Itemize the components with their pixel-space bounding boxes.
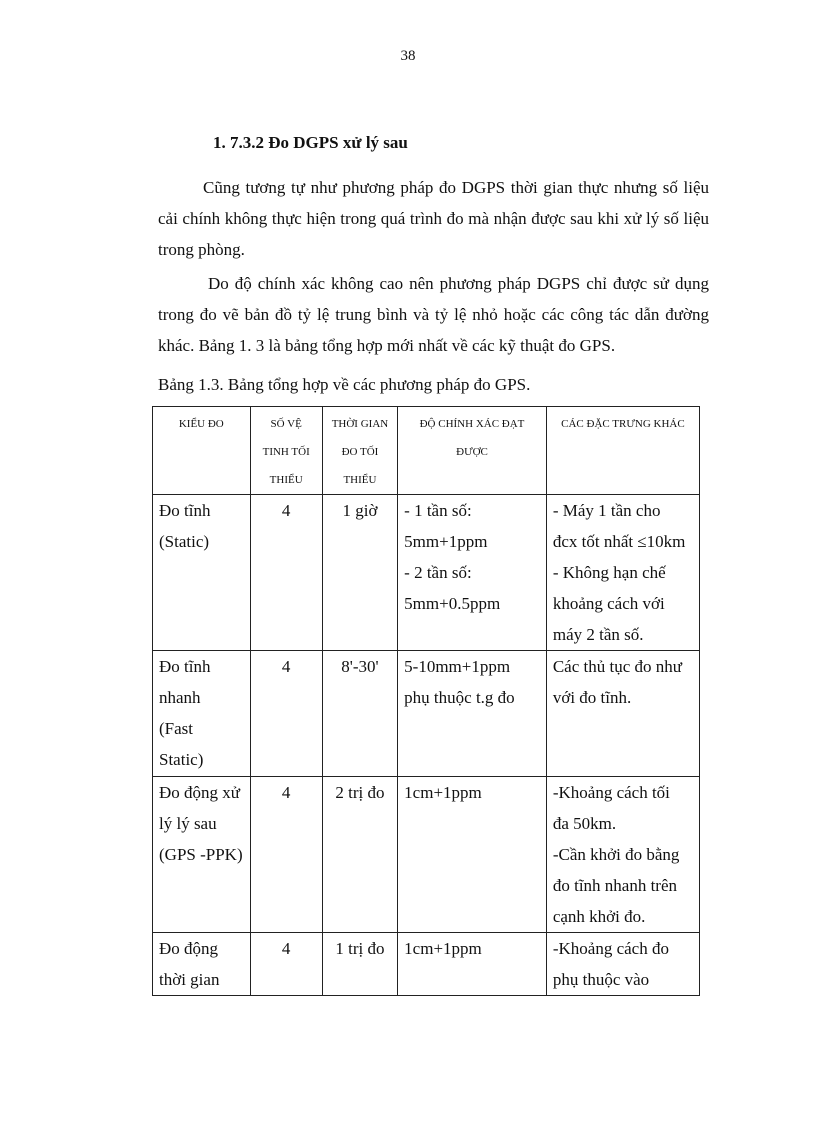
cell-line: Đo động xử	[159, 783, 240, 802]
cell-line: Các thủ tục đo như	[552, 657, 682, 676]
header-line: CÁC ĐẶC TRƯNG KHÁC	[561, 418, 685, 430]
cell-line: - Không hạn chế	[552, 563, 666, 582]
cell-line: (Fast	[159, 719, 193, 738]
cell-line: phụ thuộc t.g đo	[404, 688, 515, 707]
cell-line: 5mm+1ppm	[404, 532, 488, 551]
gps-methods-table	[152, 406, 700, 996]
cell-line: -Cần khởi đo bằng	[552, 845, 680, 864]
cell-time: 1 trị đo	[322, 933, 397, 996]
cell-line: Đo tĩnh	[159, 501, 211, 520]
cell-line: Đo động	[159, 939, 219, 958]
header-line: THỜI GIAN	[331, 418, 389, 430]
cell-line: đa 50km.	[552, 814, 617, 833]
cell-accuracy	[398, 651, 547, 777]
cell-line: 1cm+1ppm	[404, 783, 482, 802]
header-line: ĐO TỐI	[341, 446, 379, 458]
cell-type	[153, 495, 251, 651]
header-line: ĐỘ CHÍNH XÁC ĐẠT	[419, 418, 525, 430]
cell-line: Static)	[159, 750, 204, 769]
cell-type	[153, 933, 251, 996]
table-row	[153, 495, 700, 651]
cell-type	[153, 651, 251, 777]
cell-line: - Máy 1 tần cho	[552, 501, 661, 520]
cell-line: máy 2 tần số.	[552, 625, 644, 644]
header-accuracy	[398, 407, 547, 495]
cell-line: 1cm+1ppm	[404, 939, 482, 958]
cell-other	[546, 777, 699, 933]
cell-other	[546, 651, 699, 777]
header-satellites	[250, 407, 322, 495]
cell-line: đcx tốt nhất ≤10km	[552, 532, 686, 551]
cell-line: 5-10mm+1ppm	[404, 657, 511, 676]
table-header-row	[153, 407, 700, 495]
cell-satellites: 4	[250, 651, 322, 777]
cell-line: đo tĩnh nhanh trên	[552, 876, 678, 895]
cell-time: 2 trị đo	[322, 777, 397, 933]
cell-line: -Khoảng cách tối	[552, 783, 670, 802]
page-number: 38	[400, 48, 416, 64]
table-caption: Bảng 1.3. Bảng tổng hợp về các phương pháp đo GPS.	[158, 375, 531, 394]
cell-line: Đo tĩnh	[159, 657, 211, 676]
table-row	[153, 777, 700, 933]
header-line: THIỂU	[343, 474, 377, 486]
cell-line: - 1 tần số:	[404, 501, 472, 520]
cell-other	[546, 933, 699, 996]
cell-line: -Khoảng cách đo	[552, 939, 669, 958]
cell-line: nhanh	[159, 688, 201, 707]
cell-line: (GPS -PPK)	[159, 845, 243, 864]
header-line: ĐƯỢC	[456, 446, 488, 458]
cell-line: với đo tĩnh.	[552, 688, 632, 707]
section-heading: 1. 7.3.2 Đo DGPS xử lý sau	[213, 133, 408, 152]
cell-line: thời gian	[159, 970, 220, 989]
cell-satellites: 4	[250, 495, 322, 651]
table-row	[153, 933, 700, 996]
cell-line: cạnh khởi đo.	[552, 907, 646, 926]
cell-other	[546, 495, 699, 651]
paragraph-1: Cũng tương tự như phương pháp đo DGPS thời gian thực nhưng số liệu cải chính không thực hiện trong quá trình đo mà nhận được sau khi xử lý số liệu trong phòng.	[158, 178, 709, 259]
cell-line: 5mm+0.5ppm	[404, 594, 501, 613]
cell-line: - 2 tần số:	[404, 563, 472, 582]
cell-line: lý lý sau	[159, 814, 217, 833]
table-row	[153, 651, 700, 777]
cell-accuracy	[398, 933, 547, 996]
header-line: TINH TỐI	[262, 446, 310, 458]
cell-line: khoảng cách với	[552, 594, 665, 613]
header-line: THIỂU	[269, 474, 303, 486]
cell-line: (Static)	[159, 532, 210, 551]
header-time	[322, 407, 397, 495]
cell-accuracy	[398, 495, 547, 651]
header-type	[153, 407, 251, 495]
cell-line: phụ thuộc vào	[552, 970, 650, 989]
cell-accuracy	[398, 777, 547, 933]
header-line: KIỂU ĐO	[178, 418, 224, 430]
cell-satellites: 4	[250, 933, 322, 996]
header-other	[546, 407, 699, 495]
cell-satellites: 4	[250, 777, 322, 933]
paragraph-2: Do độ chính xác không cao nên phương pháp DGPS chỉ được sử dụng trong đo vẽ bản đồ tỷ lệ trung bình và tỷ lệ nhỏ hoặc các công tác dẫn đường khác. Bảng 1. 3 là bảng tổng hợp mới nhất về các kỹ thuật đo GPS.	[158, 274, 709, 355]
cell-type	[153, 777, 251, 933]
cell-time: 1 giờ	[322, 495, 397, 651]
header-line: SỐ VỆ	[270, 418, 302, 430]
cell-time: 8'-30'	[322, 651, 397, 777]
